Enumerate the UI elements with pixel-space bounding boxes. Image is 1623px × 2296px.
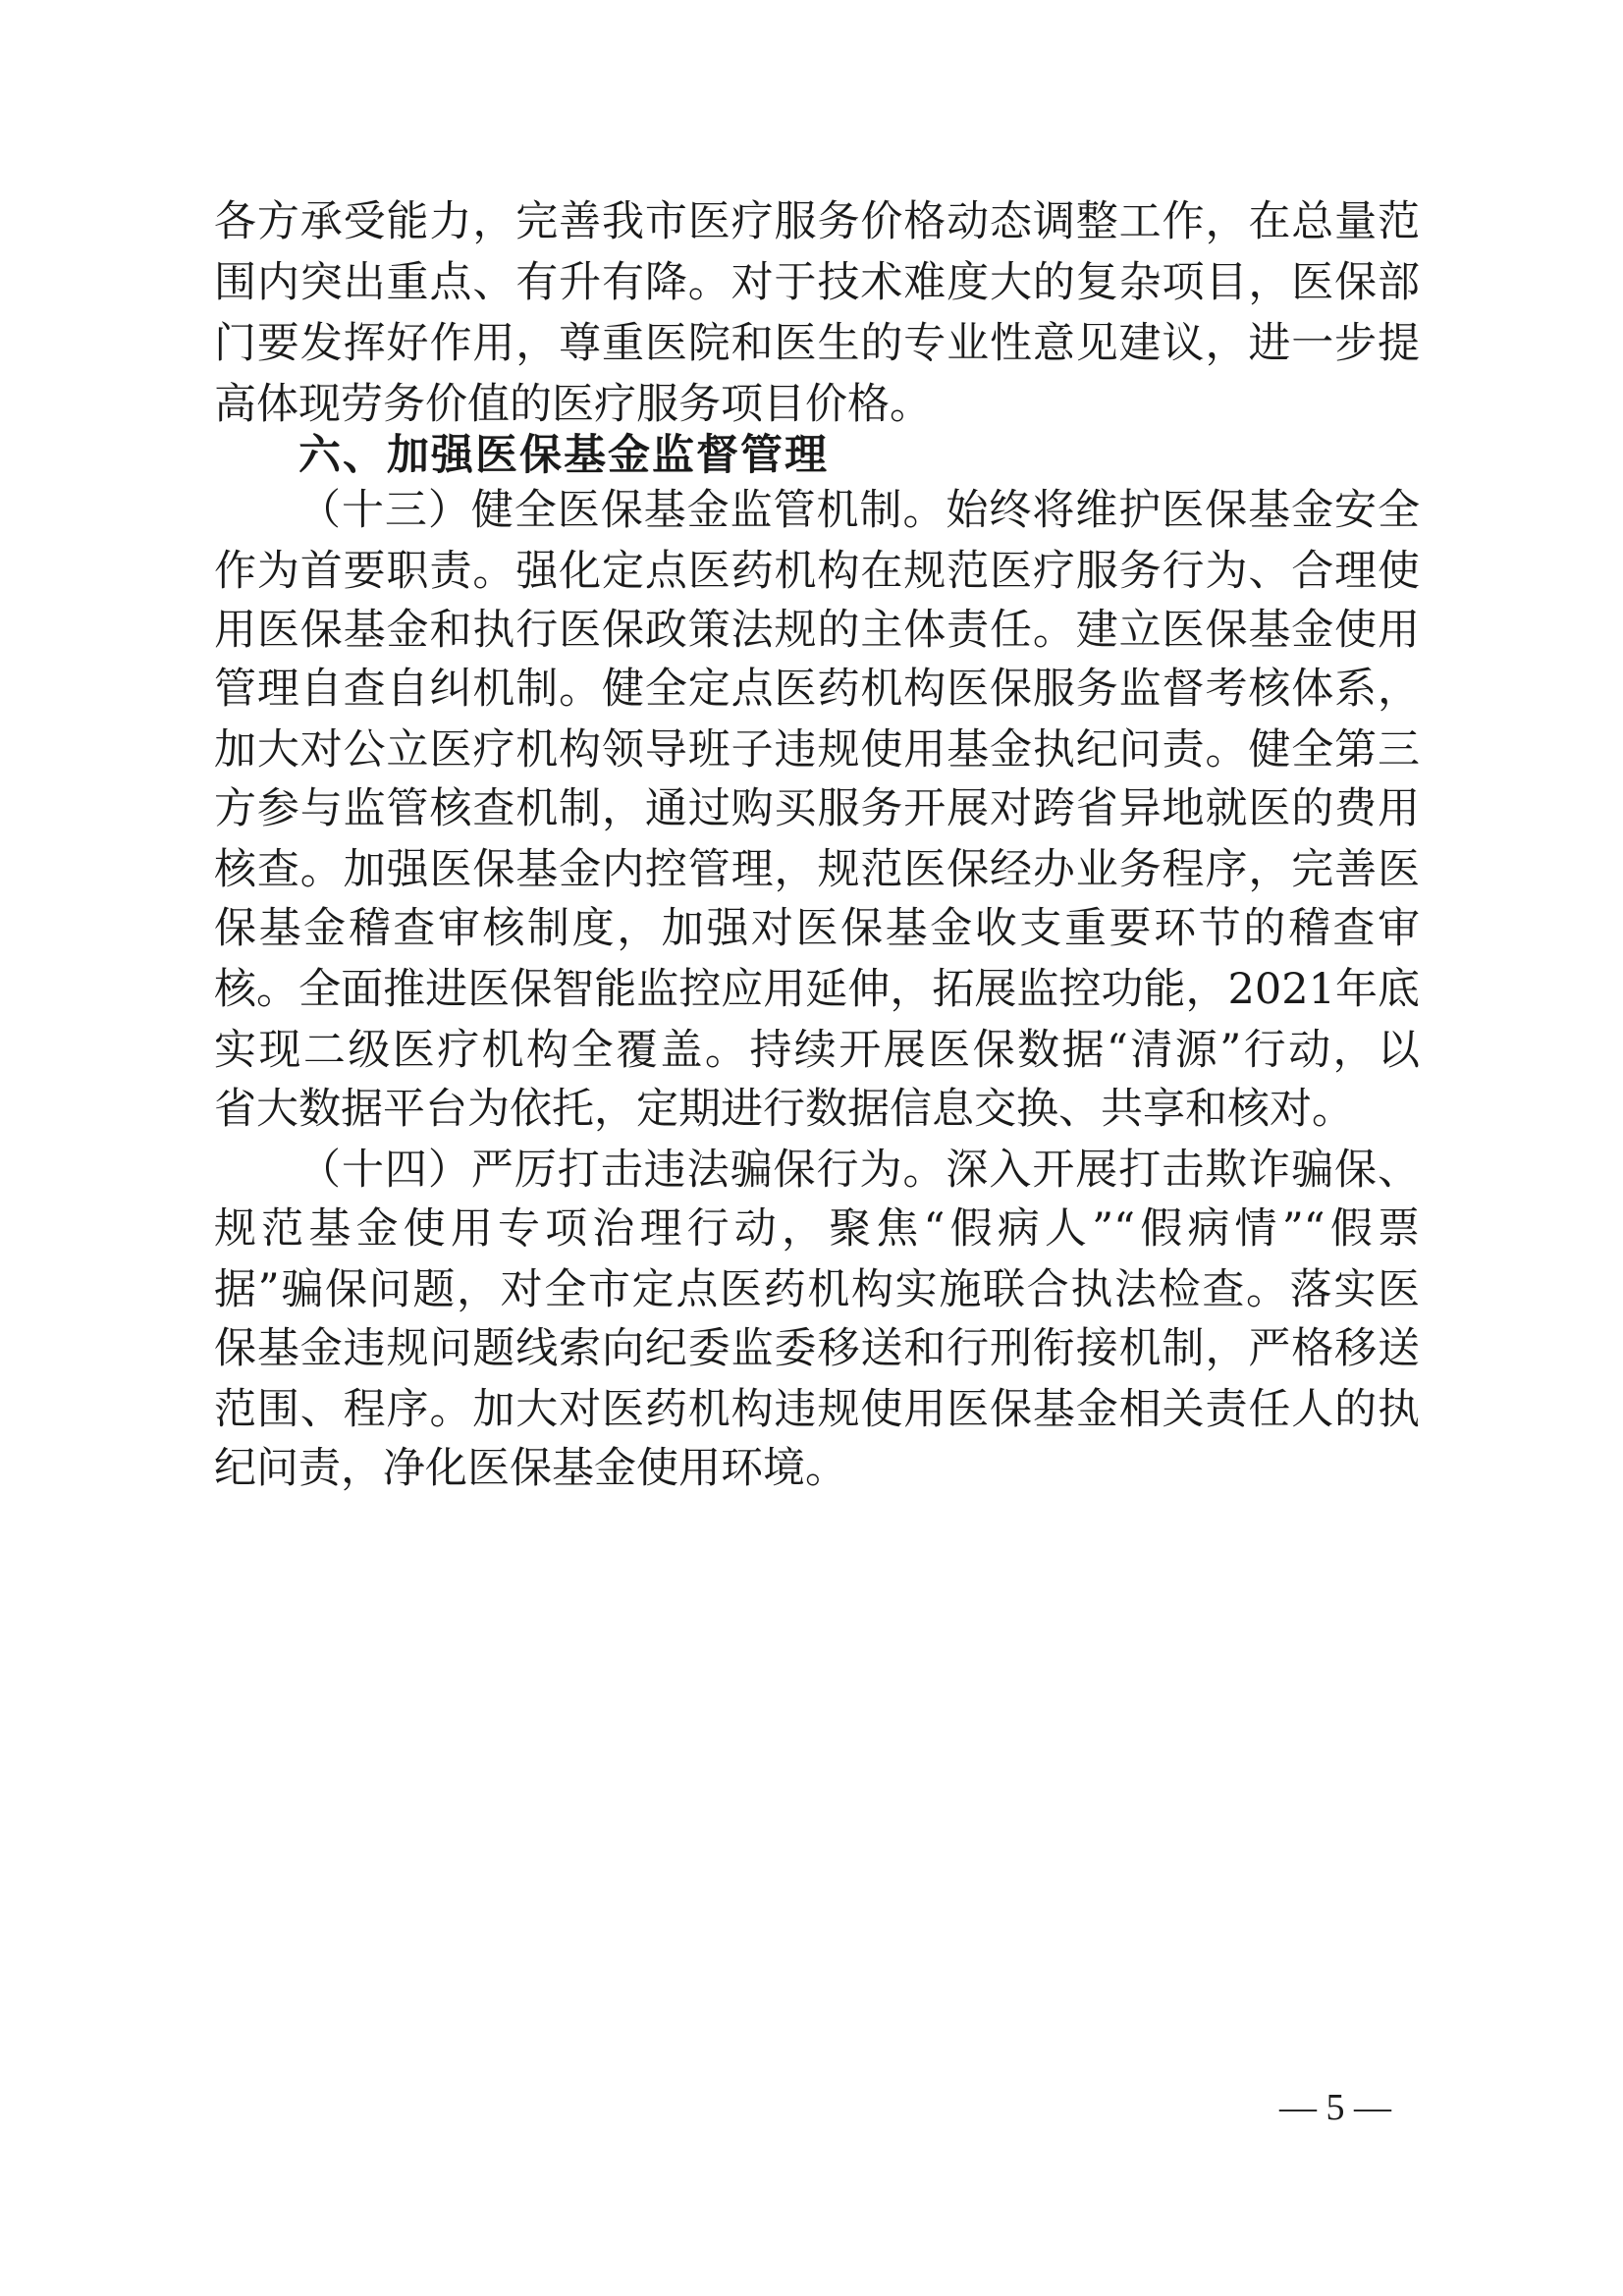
page-number: — 5 — bbox=[1279, 2087, 1391, 2128]
paragraph-line: 方参与监管核查机制，通过购买服务开展对跨省异地就医的费用 bbox=[214, 784, 1420, 833]
paragraph-line: 规范基金使用专项治理行动，聚焦“假病人”“假病情”“假票 bbox=[214, 1204, 1420, 1254]
paragraph-line: 省大数据平台为依托，定期进行数据信息交换、共享和核对。 bbox=[214, 1085, 1354, 1134]
paragraph-line: （十三）健全医保基金监管机制。始终将维护医保基金安全 bbox=[298, 486, 1420, 535]
section-heading: 六、加强医保基金监督管理 bbox=[298, 431, 829, 480]
paragraph-line: 作为首要职责。强化定点医药机构在规范医疗服务行为、合理使 bbox=[214, 547, 1420, 596]
paragraph-line: 高体现劳务价值的医疗服务项目价格。 bbox=[214, 380, 932, 429]
paragraph-line: 据”骗保问题，对全市定点医药机构实施联合执法检查。落实医 bbox=[214, 1265, 1420, 1314]
paragraph-line: 围内突出重点、有升有降。对于技术难度大的复杂项目，医保部 bbox=[214, 258, 1420, 307]
paragraph-line: 纪问责，净化医保基金使用环境。 bbox=[214, 1444, 847, 1493]
paragraph-line: 保基金违规问题线索向纪委监委移送和行刑衔接机制，严格移送 bbox=[214, 1324, 1420, 1373]
paragraph-line: 管理自查自纠机制。健全定点医药机构医保服务监督考核体系， bbox=[214, 665, 1420, 714]
paragraph-line: 各方承受能力，完善我市医疗服务价格动态调整工作，在总量范 bbox=[214, 197, 1420, 246]
paragraph-line: 核查。加强医保基金内控管理，规范医保经办业务程序，完善医 bbox=[214, 845, 1420, 894]
paragraph-line: 实现二级医疗机构全覆盖。持续开展医保数据“清源”行动，以 bbox=[214, 1026, 1420, 1075]
paragraph-line: 加大对公立医疗机构领导班子违规使用基金执纪问责。健全第三 bbox=[214, 725, 1420, 774]
paragraph-line: 范围、程序。加大对医药机构违规使用医保基金相关责任人的执 bbox=[214, 1385, 1420, 1434]
paragraph-line: 保基金稽查审核制度，加强对医保基金收支重要环节的稽查审 bbox=[214, 904, 1420, 953]
paragraph-line: 用医保基金和执行医保政策法规的主体责任。建立医保基金使用 bbox=[214, 606, 1420, 655]
paragraph-line: 核。全面推进医保智能监控应用延伸，拓展监控功能，2021年底 bbox=[214, 965, 1420, 1014]
paragraph-line: 门要发挥好作用，尊重医院和医生的专业性意见建议，进一步提 bbox=[214, 319, 1420, 368]
paragraph-line: （十四）严厉打击违法骗保行为。深入开展打击欺诈骗保、 bbox=[298, 1146, 1420, 1195]
